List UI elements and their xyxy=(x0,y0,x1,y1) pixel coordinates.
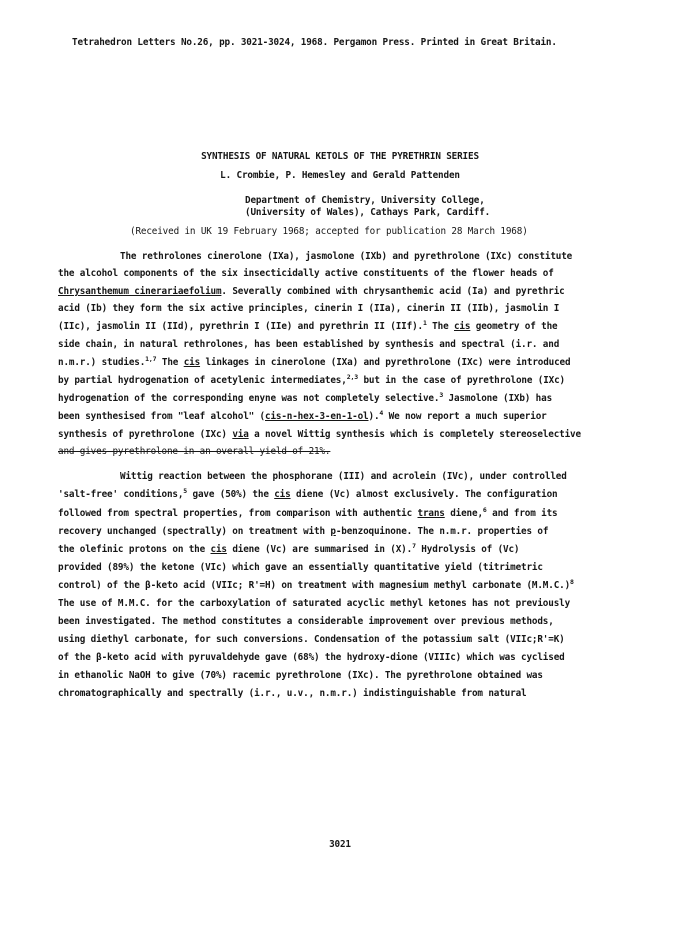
paragraph-2-line: of the β-keto acid with pyruvaldehyde gave (68%) the hydroxy-dione (VIIIc) which was cyclised xyxy=(58,652,565,663)
paragraph-2-line: chromatographically and spectrally (i.r., u.v., n.m.r.) indistinguishable from natural xyxy=(58,688,527,699)
paper-title: SYNTHESIS OF NATURAL KETOLS OF THE PYRETHRIN SERIES xyxy=(201,151,479,162)
reference-superscript: 6 xyxy=(482,506,487,514)
reference-superscript: 8 xyxy=(570,578,574,586)
species-name: Chrysanthemum cinerariaefolium xyxy=(58,286,222,297)
affiliation-line-2: (University of Wales), Cathays Park, Cardiff. xyxy=(245,207,491,218)
struck-out-line: and gives pyrethrolone in an overall yield of 21%. xyxy=(58,446,331,457)
paragraph-2-line: the olefinic protons on the cis diene (Vc) are summarised in (X).$^7$ Hydrolysis of (Vc) xyxy=(58,542,520,555)
paragraph-1-line: by partial hydrogenation of acetylenic intermediates,$^{2,3}$ but in the case of pyrethrolone (IXc) xyxy=(58,373,565,386)
paragraph-1-line: acid (Ib) they form the six active principles, cinerin I (IIa), cinerin II (IIb), jasmolin I xyxy=(58,303,560,314)
page-number: 3021 xyxy=(329,839,351,850)
reference-superscript: 7 xyxy=(412,542,416,550)
paragraph-1-line: Chrysanthemum cinerariaefolium. Severally combined with chrysanthemic acid (Ia) and pyrethric xyxy=(58,286,565,297)
reference-superscript: 3 xyxy=(439,391,444,399)
affiliation-line-1: Department of Chemistry, University College, xyxy=(245,195,485,206)
reference-superscript: 4 xyxy=(379,409,384,417)
paragraph-1-line: side chain, in natural rethrolones, has been established by synthesis and spectral (i.r. and xyxy=(58,339,560,350)
paragraph-2-line: in ethanolic NaOH to give (70%) racemic pyrethrolone (IXc). The pyrethrolone obtained was xyxy=(58,670,543,681)
paragraph-2-line: 'salt-free' conditions,$^5$ gave (50%) the cis diene (Vc) almost exclusively. The configuration xyxy=(58,487,558,500)
paragraph-1-line: (IIc), jasmolin II (IId), pyrethrin I (IIe) and pyrethrin II (IIf).$^1$ The cis geometry of the xyxy=(58,319,558,332)
paragraph-2-line: been investigated. The method constitutes a considerable improvement over previous methods, xyxy=(58,616,554,627)
journal-header: Tetrahedron Letters No.26, pp. 3021-3024, 1968. Pergamon Press. Printed in Great Britain. xyxy=(72,37,557,48)
reference-superscript: 5 xyxy=(183,487,188,495)
reference-superscript: 2,3 xyxy=(346,373,358,381)
paragraph-2-line: using diethyl carbonate, for such conversions. Condensation of the potassium salt (VIIc;R'=K) xyxy=(58,634,565,645)
paragraph-2-line: Wittig reaction between the phosphorane (III) and acrolein (IVc), under controlled xyxy=(120,471,567,482)
paragraph-1-line: n.m.r.) studies.$^{1,7}$ The cis linkages in cinerolone (IXa) and pyrethrolone (IXc) were introduced xyxy=(58,355,571,368)
paragraph-1-line: the alcohol components of the six insecticidally active constituents of the flower heads of xyxy=(58,268,554,279)
paragraph-1-line: hydrogenation of the corresponding enyne was not completely selective.$^3$ Jasmolone (IXb) has xyxy=(58,391,553,404)
paragraph-1-line: The rethrolones cinerolone (IXa), jasmolone (IXb) and pyrethrolone (IXc) constitute xyxy=(120,251,573,262)
paragraph-2-line: recovery unchanged (spectrally) on treatment with p-benzoquinone. The n.m.r. properties of xyxy=(58,526,549,537)
reference-superscript: 1 xyxy=(422,319,427,327)
received-date: (Received in UK 19 February 1968; accepted for publication 28 March 1968) xyxy=(130,226,528,237)
paragraph-1-line: synthesis of pyrethrolone (IXc) via a novel Wittig synthesis which is completely stereoselective xyxy=(58,429,581,440)
paragraph-2-line: provided (89%) the ketone (VIc) which gave an essentially quantitative yield (titrimetric xyxy=(58,562,543,573)
paragraph-1-line: been synthesised from "leaf alcohol" (cis-n-hex-3-en-1-ol).$^4$ We now report a much superior xyxy=(58,409,547,422)
paragraph-2-line: followed from spectral properties, from comparison with authentic trans diene,$^6$ and from its xyxy=(58,506,558,519)
reference-superscript: 1,7 xyxy=(145,355,157,363)
paragraph-2-line: control) of the β-keto acid (VIIc; R'=H) on treatment with magnesium methyl carbonate $(M.M.C.)^8$ xyxy=(58,578,574,591)
paragraph-2-line: The use of M.M.C. for the carboxylation of saturated acyclic methyl ketones has not previously xyxy=(58,598,571,609)
authors: L. Crombie, P. Hemesley and Gerald Pattenden xyxy=(220,170,460,181)
